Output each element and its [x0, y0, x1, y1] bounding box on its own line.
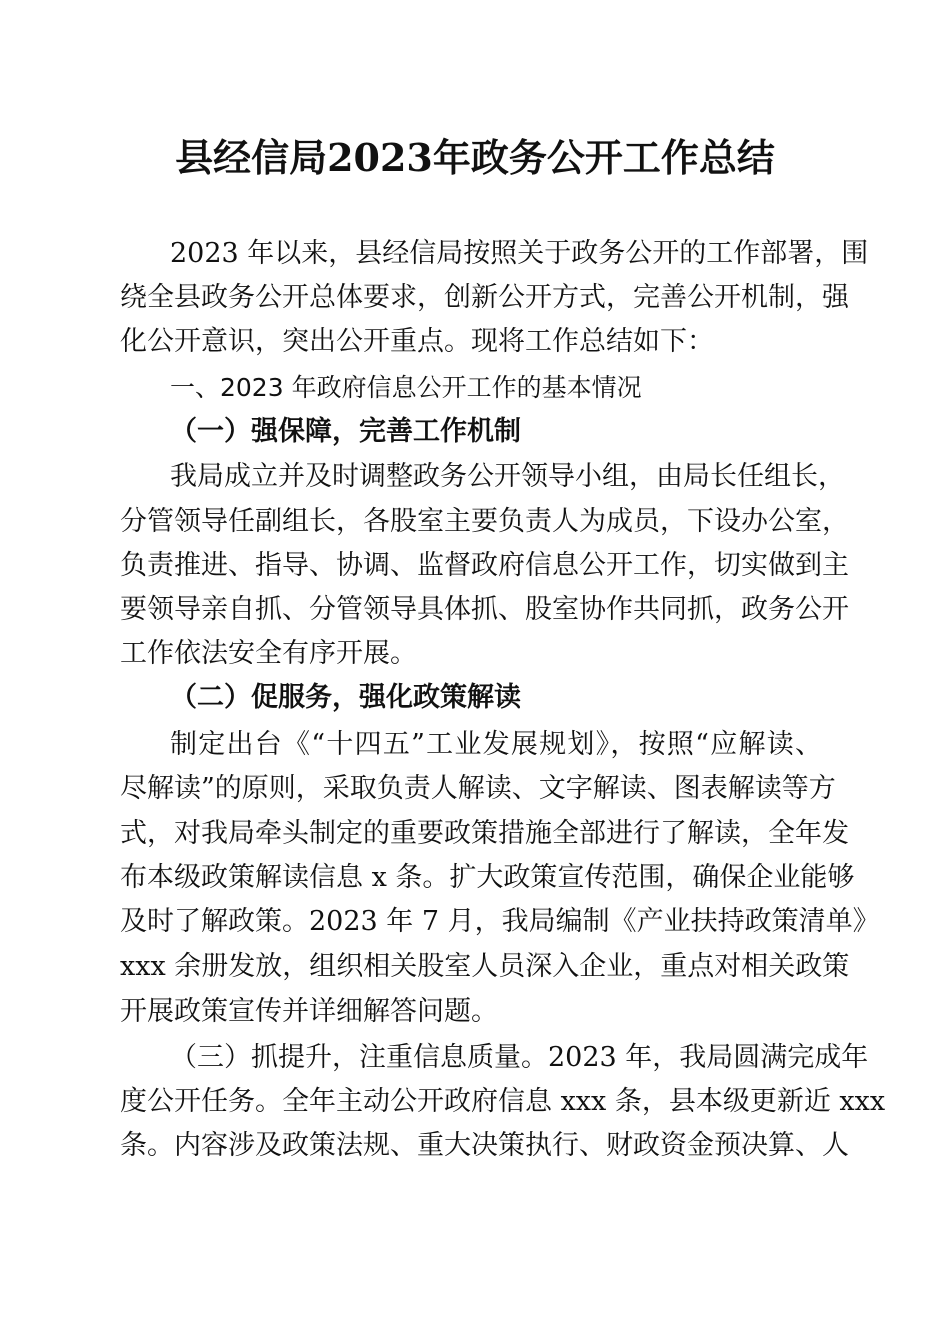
paragraph-line: 及时了解政策。2023 年 7 月，我局编制《产业扶持政策清单》	[120, 906, 880, 937]
paragraph-line: 负责推进、指导、协调、监督政府信息公开工作，切实做到主	[120, 550, 849, 581]
intro-line: 绕全县政务公开总体要求，创新公开方式，完善公开机制，强	[120, 282, 849, 313]
paragraph-line: 式，对我局牵头制定的重要政策措施全部进行了解读，全年发	[120, 818, 849, 849]
paragraph-line: 条。内容涉及政策法规、重大决策执行、财政资金预决算、人	[120, 1130, 849, 1161]
document-title: 县经信局2023年政务公开工作总结	[175, 135, 775, 180]
subsection-heading: （二）促服务，强化政策解读	[170, 682, 521, 713]
paragraph-line: xxx 余册发放，组织相关股室人员深入企业，重点对相关政策	[120, 951, 850, 982]
paragraph-line: 我局成立并及时调整政务公开领导小组，由局长任组长，	[170, 461, 845, 492]
intro-line: 2023 年以来，县经信局按照关于政务公开的工作部署，围	[170, 238, 869, 269]
paragraph-line: 分管领导任副组长，各股室主要负责人为成员，下设办公室，	[120, 506, 849, 537]
paragraph-line: 制定出台《“十四五”工业发展规划》，按照“应解读、	[170, 729, 822, 760]
paragraph-line: 要领导亲自抓、分管领导具体抓、股室协作共同抓，政务公开	[120, 594, 849, 625]
paragraph-line: 布本级政策解读信息 x 条。扩大政策宣传范围，确保企业能够	[120, 862, 855, 893]
intro-line: 化公开意识，突出公开重点。现将工作总结如下：	[120, 326, 714, 357]
paragraph-line: 度公开任务。全年主动公开政府信息 xxx 条，县本级更新近 xxx	[120, 1086, 886, 1117]
paragraph-line: （三）抓提升，注重信息质量。2023 年，我局圆满完成年	[170, 1042, 869, 1073]
paragraph-line: 工作依法安全有序开展。	[120, 638, 417, 669]
subsection-heading: （一）强保障，完善工作机制	[170, 416, 521, 447]
paragraph-line: 尽解读”的原则，采取负责人解读、文字解读、图表解读等方	[120, 773, 836, 804]
section-heading: 一、2023 年政府信息公开工作的基本情况	[170, 373, 642, 402]
paragraph-line: 开展政策宣传并详细解答问题。	[120, 996, 498, 1027]
